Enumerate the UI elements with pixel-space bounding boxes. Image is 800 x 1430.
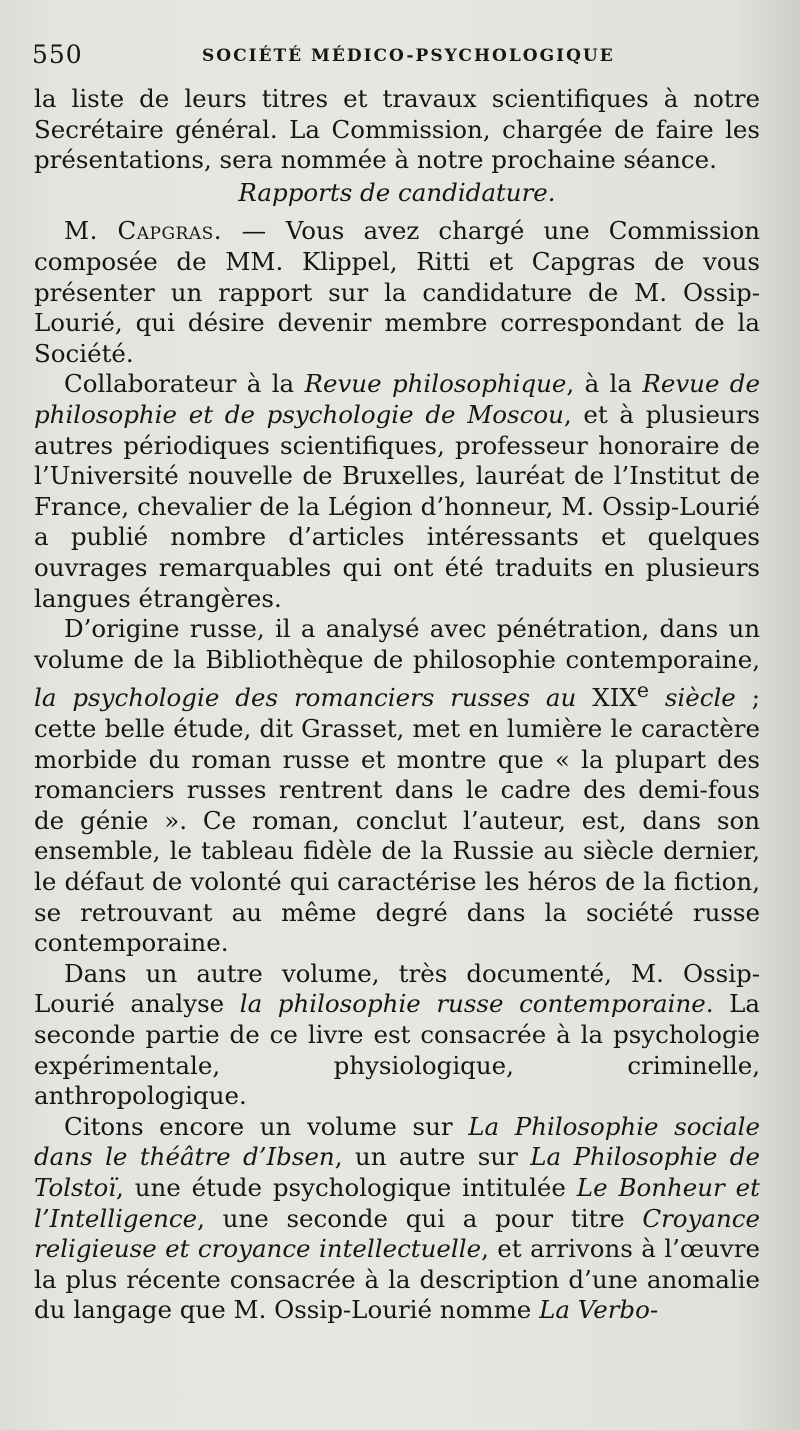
book-title: La Philosophie de Tolstoï: [34, 1142, 760, 1202]
text-run: . La seconde partie de ce livre est consacrée à la psychologie expérimentale, physiologique, criminelle, anthropologique.: [34, 989, 761, 1111]
paragraph-4: [34, 614, 760, 959]
text-run: , à la: [566, 369, 643, 399]
book-title: Le Bonheur et l’Intelligence: [34, 1172, 760, 1233]
running-head: [32, 40, 752, 74]
text-run: Dans un autre volume, très documenté, M. Ossip-Lourié analyse: [34, 958, 760, 1019]
body-text: [34, 84, 760, 1326]
text-run: , et à plusieurs autres périodiques scientifiques, professeur honoraire de l’Université nouvelle de Bruxelles, lauréat de l’Institut de France, chevalier de la Légion d’honneur, M. Ossip-Lourié a publié nombre d’articles intéressants et quelques ouvrages remarquables qui ont été traduits en plusieurs langues étrangères.: [34, 399, 761, 613]
text-run: , une seconde qui a pour titre: [197, 1203, 643, 1233]
text-run: D’origine russe, il a analysé avec pénétration, dans un volume de la Bibliothèque de philosophie contemporaine,: [34, 614, 760, 674]
text-run: ; cette belle étude, dit Grasset, met en lumière le caractère morbide du roman russe et montre que « la plupart des romanciers russes rentrent dans le cadre des demi-fous de génie ». Ce roman, conclut l’auteur, est, dans son ensemble, le tableau fidèle de la Russie au siècle dernier, le défaut de volonté qui caractérise les héros de la fiction, se retrouvant au même degré dans la société russe contemporaine.: [34, 683, 760, 958]
book-title: siècle: [648, 683, 736, 713]
book-title: la psychologie des romanciers russes au: [34, 683, 577, 713]
speaker-suffix: . —: [213, 216, 267, 246]
superscript: e: [636, 678, 649, 703]
text-run: , un autre sur: [334, 1142, 531, 1172]
book-title: La Philosophie sociale dans le théâtre d’Ibsen: [34, 1111, 760, 1172]
book-title: la philosophie russe contemporaine: [239, 989, 706, 1019]
text-run: Collaborateur à la: [64, 369, 305, 399]
speaker-label: [64, 216, 267, 245]
book-title: Croyance religieuse et croyance intellectuelle: [34, 1203, 760, 1264]
running-title: SOCIÉTÉ MÉDICO-PSYCHOLOGIQUE: [202, 46, 615, 66]
paragraph-1-text: la liste de leurs titres et travaux scientifiques à notre Secrétaire général. La Commission, chargée de faire les présentations, sera nommée à notre prochaine séance.: [34, 84, 760, 175]
journal-title: Revue de philosophie et de psychologie de Moscou: [34, 369, 760, 429]
journal-title: Revue philosophique: [304, 369, 567, 399]
book-title: La Verbo-: [539, 1295, 659, 1325]
speaker-name: Capgras: [117, 216, 214, 246]
paragraph-5: [34, 959, 760, 1112]
paragraph-1: [34, 84, 760, 176]
text-run: Citons encore un volume sur: [64, 1111, 469, 1141]
speaker-prefix: M.: [64, 216, 118, 246]
paragraph-2: [34, 216, 760, 369]
text-run: XIX: [576, 683, 637, 713]
page-number: 550: [32, 40, 83, 69]
text-run: , et arrivons à l’œuvre la plus récente consacrée à la description d’une anomalie du langage que M. Ossip-Lourié nomme: [34, 1234, 760, 1325]
paragraph-3: [34, 369, 760, 614]
section-heading: Rapports de candidature.: [238, 177, 556, 207]
text-run: , une étude psychologique intitulée: [116, 1172, 577, 1202]
paragraph-2-text: Vous avez chargé une Commission composée de MM. Klippel, Ritti et Capgras de vous présenter un rapport sur la candidature de M. Ossip-Lourié, qui désire devenir membre correspondant de la Société.: [34, 216, 760, 368]
paragraph-6: [34, 1112, 760, 1326]
